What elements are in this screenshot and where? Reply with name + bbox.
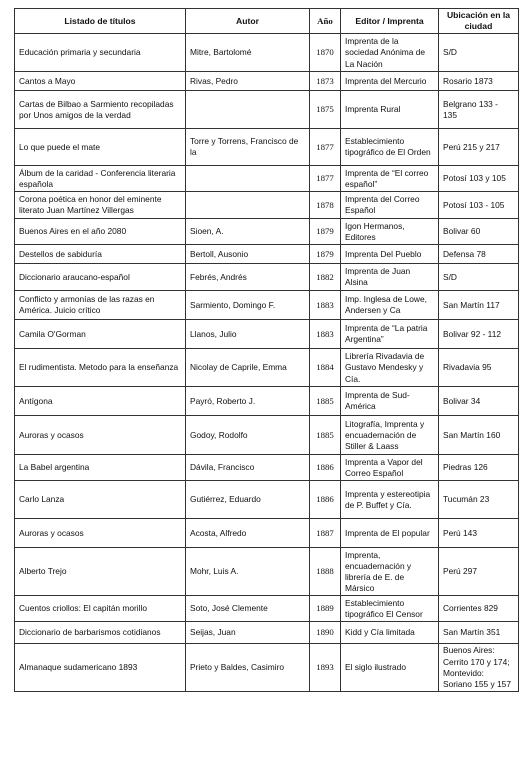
cell-editor: Imprenta de “El correo español” — [341, 166, 439, 192]
cell-author: Payró, Roberto J. — [186, 387, 310, 416]
cell-location: Defensa 78 — [439, 245, 519, 264]
cell-author: Mohr, Luis A. — [186, 548, 310, 596]
cell-author: Nicolay de Caprile, Emma — [186, 349, 310, 387]
cell-title: Diccionario araucano-español — [15, 264, 186, 291]
table-row — [15, 320, 519, 349]
cell-year: 1873 — [310, 72, 341, 91]
cell-location: Bolivar 34 — [439, 387, 519, 416]
cell-title: Buenos Aires en el año 2080 — [15, 219, 186, 245]
cell-location: San Martín 117 — [439, 291, 519, 320]
cell-location: Potosí 103 y 105 — [439, 166, 519, 192]
table-row — [15, 91, 519, 129]
cell-year: 1885 — [310, 387, 341, 416]
cell-title: Destellos de sabiduría — [15, 245, 186, 264]
table-row — [15, 264, 519, 291]
cell-title: Carlo Lanza — [15, 481, 186, 519]
cell-year: 1886 — [310, 455, 341, 481]
table-row — [15, 455, 519, 481]
cell-title: Auroras y ocasos — [15, 519, 186, 548]
cell-location: Corrientes 829 — [439, 596, 519, 622]
cell-author — [186, 192, 310, 219]
cell-title: Cuentos criollos: El capitán morillo — [15, 596, 186, 622]
cell-editor: Establecimiento tipográfico El Censor — [341, 596, 439, 622]
cell-author: Dávila, Francisco — [186, 455, 310, 481]
cell-location: Buenos Aires: Cerrito 170 y 174; Montevido: Soriano 155 y 157 — [439, 644, 519, 692]
titles-table — [14, 8, 519, 692]
cell-author: Acosta, Alfredo — [186, 519, 310, 548]
cell-title: Diccionario de barbarismos cotidianos — [15, 622, 186, 644]
cell-editor: El siglo ilustrado — [341, 644, 439, 692]
cell-title: Álbum de la caridad - Conferencia literaria española — [15, 166, 186, 192]
cell-location: S/D — [439, 34, 519, 72]
table-row — [15, 219, 519, 245]
cell-title: Camila O'Gorman — [15, 320, 186, 349]
cell-editor: Imp. Inglesa de Lowe, Andersen y Ca — [341, 291, 439, 320]
cell-year: 1879 — [310, 245, 341, 264]
table-row — [15, 596, 519, 622]
cell-title: Conflicto y armonías de las razas en América. Juicio crítico — [15, 291, 186, 320]
table-row — [15, 644, 519, 692]
header-row — [15, 9, 519, 34]
cell-title: Alberto Trejo — [15, 548, 186, 596]
table-row — [15, 481, 519, 519]
cell-author — [186, 166, 310, 192]
table-row — [15, 387, 519, 416]
cell-editor: Imprenta, encuadernación y librería de E. de Mársico — [341, 548, 439, 596]
cell-editor: Litografía, Imprenta y encuadernación de Stiller & Laass — [341, 416, 439, 455]
cell-author: Seijas, Juan — [186, 622, 310, 644]
cell-editor: Establecimiento tipográfico de El Orden — [341, 129, 439, 166]
table-row — [15, 192, 519, 219]
header-author: Autor — [186, 9, 310, 34]
cell-location: S/D — [439, 264, 519, 291]
table-row — [15, 34, 519, 72]
cell-author: Bertoll, Ausonio — [186, 245, 310, 264]
cell-editor: Imprenta del Correo Español — [341, 192, 439, 219]
table-row — [15, 519, 519, 548]
header-year: Año — [310, 9, 341, 34]
cell-editor: Imprenta Del Pueblo — [341, 245, 439, 264]
cell-title: Auroras y ocasos — [15, 416, 186, 455]
table-body — [15, 34, 519, 692]
table-row — [15, 622, 519, 644]
table-row — [15, 548, 519, 596]
cell-editor: Imprenta a Vapor del Correo Español — [341, 455, 439, 481]
cell-year: 1878 — [310, 192, 341, 219]
cell-location: Tucumán 23 — [439, 481, 519, 519]
cell-year: 1884 — [310, 349, 341, 387]
table-row — [15, 416, 519, 455]
cell-location: Bolivar 60 — [439, 219, 519, 245]
cell-editor: Imprenta y estereotipia de P. Buffet y Cía. — [341, 481, 439, 519]
table-row — [15, 291, 519, 320]
cell-title: Cartas de Bilbao a Sarmiento recopiladas por Unos amigos de la verdad — [15, 91, 186, 129]
cell-location: San Martín 160 — [439, 416, 519, 455]
cell-year: 1889 — [310, 596, 341, 622]
cell-year: 1890 — [310, 622, 341, 644]
header-location: Ubicación en la ciudad — [439, 9, 519, 34]
cell-year: 1875 — [310, 91, 341, 129]
cell-author: Mitre, Bartolomé — [186, 34, 310, 72]
cell-location: Perú 143 — [439, 519, 519, 548]
cell-title: Cantos a Mayo — [15, 72, 186, 91]
cell-year: 1879 — [310, 219, 341, 245]
cell-year: 1888 — [310, 548, 341, 596]
cell-author: Gutiérrez, Eduardo — [186, 481, 310, 519]
cell-year: 1877 — [310, 166, 341, 192]
cell-year: 1877 — [310, 129, 341, 166]
cell-year: 1883 — [310, 320, 341, 349]
cell-editor: Kidd y Cía limitada — [341, 622, 439, 644]
cell-title: Lo que puede el mate — [15, 129, 186, 166]
cell-location: Rivadavia 95 — [439, 349, 519, 387]
header-editor: Editor / Imprenta — [341, 9, 439, 34]
cell-title: Corona poética en honor del eminente literato Juan Martínez Villergas — [15, 192, 186, 219]
cell-location: Bolivar 92 - 112 — [439, 320, 519, 349]
cell-editor: Imprenta del Mercurio — [341, 72, 439, 91]
cell-year: 1882 — [310, 264, 341, 291]
cell-location: Piedras 126 — [439, 455, 519, 481]
table-row — [15, 129, 519, 166]
cell-author: Soto, José Clemente — [186, 596, 310, 622]
cell-author: Rivas, Pedro — [186, 72, 310, 91]
cell-location: Perú 215 y 217 — [439, 129, 519, 166]
cell-author: Sioen, A. — [186, 219, 310, 245]
cell-year: 1893 — [310, 644, 341, 692]
cell-year: 1887 — [310, 519, 341, 548]
cell-author: Llanos, Julio — [186, 320, 310, 349]
cell-author: Torre y Torrens, Francisco de la — [186, 129, 310, 166]
cell-year: 1883 — [310, 291, 341, 320]
cell-title: Antígona — [15, 387, 186, 416]
cell-editor: Igon Hermanos, Editores — [341, 219, 439, 245]
cell-author: Febrés, Andrés — [186, 264, 310, 291]
cell-editor: Imprenta de la sociedad Anónima de La Nación — [341, 34, 439, 72]
cell-editor: Imprenta de “La patria Argentina” — [341, 320, 439, 349]
table-row — [15, 166, 519, 192]
cell-location: Potosí 103 - 105 — [439, 192, 519, 219]
cell-location: Belgrano 133 - 135 — [439, 91, 519, 129]
cell-editor: Librería Rivadavia de Gustavo Mendesky y Cía. — [341, 349, 439, 387]
cell-editor: Imprenta Rural — [341, 91, 439, 129]
table-row — [15, 349, 519, 387]
cell-title: La Babel argentina — [15, 455, 186, 481]
cell-author: Sarmiento, Domingo F. — [186, 291, 310, 320]
cell-title: Almanaque sudamericano 1893 — [15, 644, 186, 692]
table-row — [15, 72, 519, 91]
cell-year: 1885 — [310, 416, 341, 455]
header-title: Listado de títulos — [15, 9, 186, 34]
cell-year: 1886 — [310, 481, 341, 519]
cell-author — [186, 91, 310, 129]
table-row — [15, 245, 519, 264]
cell-author: Prieto y Baldes, Casimiro — [186, 644, 310, 692]
cell-editor: Imprenta de El popular — [341, 519, 439, 548]
cell-title: El rudimentista. Metodo para la enseñanza — [15, 349, 186, 387]
cell-editor: Imprenta de Juan Alsina — [341, 264, 439, 291]
cell-author: Godoy, Rodolfo — [186, 416, 310, 455]
cell-location: Perú 297 — [439, 548, 519, 596]
cell-title: Educación primaria y secundaria — [15, 34, 186, 72]
cell-location: Rosario 1873 — [439, 72, 519, 91]
cell-year: 1870 — [310, 34, 341, 72]
cell-location: San Martín 351 — [439, 622, 519, 644]
cell-editor: Imprenta de Sud-América — [341, 387, 439, 416]
